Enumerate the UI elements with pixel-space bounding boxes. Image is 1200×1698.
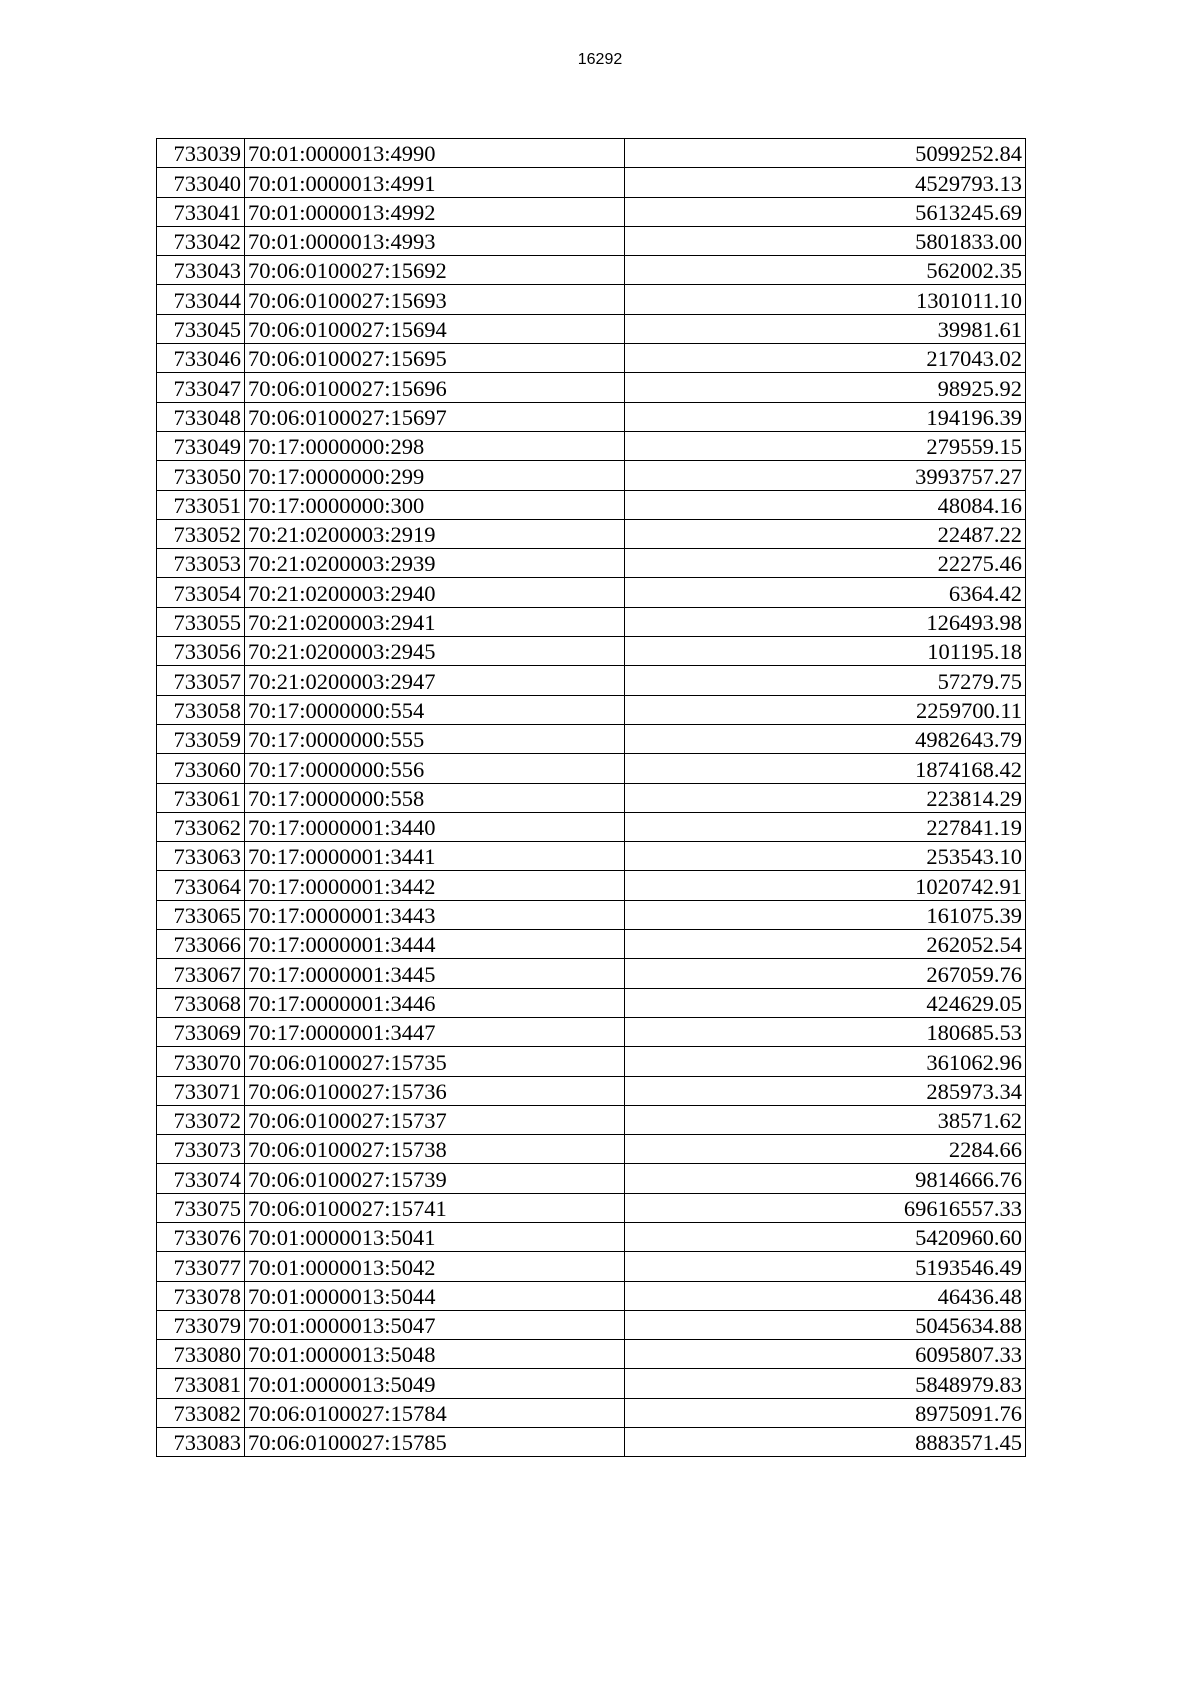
table-row — [157, 871, 1026, 900]
cadastral-number-cell: 70:17:0000000:556 — [245, 754, 625, 783]
value-cell: 5193546.49 — [625, 1252, 1026, 1281]
value-cell: 126493.98 — [625, 607, 1026, 636]
table-row — [157, 1076, 1026, 1105]
cadastral-number-cell: 70:06:0100027:15735 — [245, 1047, 625, 1076]
value-cell: 2284.66 — [625, 1135, 1026, 1164]
value-cell: 46436.48 — [625, 1281, 1026, 1310]
row-id-cell: 733048 — [157, 402, 245, 431]
row-id-cell: 733082 — [157, 1398, 245, 1427]
cadastral-number-cell: 70:17:0000001:3447 — [245, 1017, 625, 1046]
cadastral-number-cell: 70:06:0100027:15736 — [245, 1076, 625, 1105]
row-id-cell: 733076 — [157, 1222, 245, 1251]
row-id-cell: 733071 — [157, 1076, 245, 1105]
cadastral-number-cell: 70:17:0000000:299 — [245, 461, 625, 490]
table-row — [157, 1222, 1026, 1251]
value-cell: 361062.96 — [625, 1047, 1026, 1076]
table-row — [157, 607, 1026, 636]
value-cell: 69616557.33 — [625, 1193, 1026, 1222]
page-number: 16292 — [577, 51, 623, 68]
table-row — [157, 285, 1026, 314]
value-cell: 424629.05 — [625, 988, 1026, 1017]
cadastral-number-cell: 70:01:0000013:4992 — [245, 197, 625, 226]
table-row — [157, 695, 1026, 724]
value-cell: 2259700.11 — [625, 695, 1026, 724]
row-id-cell: 733069 — [157, 1017, 245, 1046]
table-row — [157, 344, 1026, 373]
table-row — [157, 256, 1026, 285]
row-id-cell: 733067 — [157, 959, 245, 988]
cadastral-number-cell: 70:17:0000001:3443 — [245, 900, 625, 929]
cadastral-number-cell: 70:17:0000001:3446 — [245, 988, 625, 1017]
row-id-cell: 733074 — [157, 1164, 245, 1193]
value-cell: 6095807.33 — [625, 1340, 1026, 1369]
row-id-cell: 733045 — [157, 314, 245, 343]
cadastral-number-cell: 70:17:0000000:555 — [245, 724, 625, 753]
value-cell: 161075.39 — [625, 900, 1026, 929]
cadastral-number-cell: 70:17:0000001:3445 — [245, 959, 625, 988]
table-row — [157, 519, 1026, 548]
row-id-cell: 733050 — [157, 461, 245, 490]
row-id-cell: 733073 — [157, 1135, 245, 1164]
value-cell: 1020742.91 — [625, 871, 1026, 900]
cadastral-number-cell: 70:17:0000000:554 — [245, 695, 625, 724]
row-id-cell: 733060 — [157, 754, 245, 783]
row-id-cell: 733054 — [157, 578, 245, 607]
row-id-cell: 733063 — [157, 842, 245, 871]
value-cell: 253543.10 — [625, 842, 1026, 871]
table-row — [157, 637, 1026, 666]
cadastral-number-cell: 70:17:0000000:298 — [245, 431, 625, 460]
table-body — [157, 139, 1026, 1457]
value-cell: 279559.15 — [625, 431, 1026, 460]
value-cell: 22275.46 — [625, 549, 1026, 578]
table-row — [157, 930, 1026, 959]
value-cell: 194196.39 — [625, 402, 1026, 431]
cadastral-number-cell: 70:21:0200003:2939 — [245, 549, 625, 578]
table-row — [157, 1369, 1026, 1398]
table-row — [157, 1310, 1026, 1339]
cadastral-number-cell: 70:01:0000013:5044 — [245, 1281, 625, 1310]
table-row — [157, 373, 1026, 402]
value-cell: 101195.18 — [625, 637, 1026, 666]
cadastral-number-cell: 70:21:0200003:2941 — [245, 607, 625, 636]
cadastral-number-cell: 70:06:0100027:15697 — [245, 402, 625, 431]
value-cell: 1301011.10 — [625, 285, 1026, 314]
row-id-cell: 733065 — [157, 900, 245, 929]
value-cell: 57279.75 — [625, 666, 1026, 695]
cadastral-number-cell: 70:06:0100027:15696 — [245, 373, 625, 402]
table-row — [157, 197, 1026, 226]
table-row — [157, 842, 1026, 871]
cadastral-number-cell: 70:01:0000013:4991 — [245, 168, 625, 197]
value-cell: 5801833.00 — [625, 226, 1026, 255]
table-row — [157, 1281, 1026, 1310]
table-row — [157, 490, 1026, 519]
row-id-cell: 733079 — [157, 1310, 245, 1339]
row-id-cell: 733044 — [157, 285, 245, 314]
row-id-cell: 733061 — [157, 783, 245, 812]
table-row — [157, 900, 1026, 929]
row-id-cell: 733070 — [157, 1047, 245, 1076]
cadastral-number-cell: 70:01:0000013:5041 — [245, 1222, 625, 1251]
table-row — [157, 1105, 1026, 1134]
row-id-cell: 733059 — [157, 724, 245, 753]
row-id-cell: 733072 — [157, 1105, 245, 1134]
value-cell: 22487.22 — [625, 519, 1026, 548]
cadastral-number-cell: 70:06:0100027:15695 — [245, 344, 625, 373]
table-row — [157, 1340, 1026, 1369]
table-row — [157, 314, 1026, 343]
table-row — [157, 226, 1026, 255]
cadastral-number-cell: 70:21:0200003:2947 — [245, 666, 625, 695]
value-cell: 180685.53 — [625, 1017, 1026, 1046]
table-row — [157, 783, 1026, 812]
table-row — [157, 959, 1026, 988]
value-cell: 6364.42 — [625, 578, 1026, 607]
row-id-cell: 733066 — [157, 930, 245, 959]
cadastral-number-cell: 70:17:0000001:3440 — [245, 812, 625, 841]
row-id-cell: 733043 — [157, 256, 245, 285]
value-cell: 5613245.69 — [625, 197, 1026, 226]
cadastral-number-cell: 70:01:0000013:4990 — [245, 139, 625, 168]
cadastral-number-cell: 70:01:0000013:5048 — [245, 1340, 625, 1369]
data-table — [156, 138, 1026, 1457]
row-id-cell: 733049 — [157, 431, 245, 460]
value-cell: 9814666.76 — [625, 1164, 1026, 1193]
cadastral-number-cell: 70:01:0000013:5049 — [245, 1369, 625, 1398]
table-row — [157, 549, 1026, 578]
table-row — [157, 1193, 1026, 1222]
row-id-cell: 733064 — [157, 871, 245, 900]
cadastral-number-cell: 70:06:0100027:15741 — [245, 1193, 625, 1222]
value-cell: 223814.29 — [625, 783, 1026, 812]
row-id-cell: 733051 — [157, 490, 245, 519]
table-row — [157, 1428, 1026, 1457]
row-id-cell: 733077 — [157, 1252, 245, 1281]
cadastral-number-cell: 70:01:0000013:5042 — [245, 1252, 625, 1281]
row-id-cell: 733057 — [157, 666, 245, 695]
row-id-cell: 733078 — [157, 1281, 245, 1310]
cadastral-number-cell: 70:06:0100027:15692 — [245, 256, 625, 285]
value-cell: 98925.92 — [625, 373, 1026, 402]
table-row — [157, 1135, 1026, 1164]
cadastral-number-cell: 70:17:0000001:3441 — [245, 842, 625, 871]
cadastral-number-cell: 70:17:0000001:3444 — [245, 930, 625, 959]
value-cell: 38571.62 — [625, 1105, 1026, 1134]
table-row — [157, 1164, 1026, 1193]
value-cell: 4982643.79 — [625, 724, 1026, 753]
value-cell: 48084.16 — [625, 490, 1026, 519]
cadastral-number-cell: 70:21:0200003:2919 — [245, 519, 625, 548]
value-cell: 8883571.45 — [625, 1428, 1026, 1457]
value-cell: 39981.61 — [625, 314, 1026, 343]
cadastral-number-cell: 70:01:0000013:5047 — [245, 1310, 625, 1339]
value-cell: 5045634.88 — [625, 1310, 1026, 1339]
value-cell: 5420960.60 — [625, 1222, 1026, 1251]
row-id-cell: 733042 — [157, 226, 245, 255]
table-row — [157, 724, 1026, 753]
value-cell: 217043.02 — [625, 344, 1026, 373]
row-id-cell: 733075 — [157, 1193, 245, 1222]
value-cell: 8975091.76 — [625, 1398, 1026, 1427]
value-cell: 1874168.42 — [625, 754, 1026, 783]
cadastral-number-cell: 70:06:0100027:15737 — [245, 1105, 625, 1134]
row-id-cell: 733039 — [157, 139, 245, 168]
table-row — [157, 1017, 1026, 1046]
row-id-cell: 733062 — [157, 812, 245, 841]
row-id-cell: 733080 — [157, 1340, 245, 1369]
row-id-cell: 733083 — [157, 1428, 245, 1457]
row-id-cell: 733056 — [157, 637, 245, 666]
table-row — [157, 754, 1026, 783]
row-id-cell: 733047 — [157, 373, 245, 402]
value-cell: 267059.76 — [625, 959, 1026, 988]
row-id-cell: 733055 — [157, 607, 245, 636]
value-cell: 5099252.84 — [625, 139, 1026, 168]
value-cell: 3993757.27 — [625, 461, 1026, 490]
table-row — [157, 139, 1026, 168]
cadastral-number-cell: 70:01:0000013:4993 — [245, 226, 625, 255]
value-cell: 4529793.13 — [625, 168, 1026, 197]
table-row — [157, 812, 1026, 841]
cadastral-number-cell: 70:06:0100027:15693 — [245, 285, 625, 314]
value-cell: 562002.35 — [625, 256, 1026, 285]
row-id-cell: 733052 — [157, 519, 245, 548]
row-id-cell: 733040 — [157, 168, 245, 197]
cadastral-number-cell: 70:06:0100027:15738 — [245, 1135, 625, 1164]
table-row — [157, 461, 1026, 490]
cadastral-number-cell: 70:06:0100027:15784 — [245, 1398, 625, 1427]
cadastral-number-cell: 70:17:0000000:300 — [245, 490, 625, 519]
table-row — [157, 1047, 1026, 1076]
row-id-cell: 733081 — [157, 1369, 245, 1398]
value-cell: 285973.34 — [625, 1076, 1026, 1105]
cadastral-number-cell: 70:21:0200003:2945 — [245, 637, 625, 666]
table-row — [157, 988, 1026, 1017]
cadastral-number-cell: 70:21:0200003:2940 — [245, 578, 625, 607]
cadastral-number-cell: 70:17:0000000:558 — [245, 783, 625, 812]
value-cell: 262052.54 — [625, 930, 1026, 959]
row-id-cell: 733058 — [157, 695, 245, 724]
cadastral-number-cell: 70:06:0100027:15739 — [245, 1164, 625, 1193]
cadastral-number-cell: 70:17:0000001:3442 — [245, 871, 625, 900]
table-row — [157, 666, 1026, 695]
row-id-cell: 733046 — [157, 344, 245, 373]
table-row — [157, 402, 1026, 431]
table-row — [157, 1252, 1026, 1281]
value-cell: 5848979.83 — [625, 1369, 1026, 1398]
row-id-cell: 733053 — [157, 549, 245, 578]
table-row — [157, 1398, 1026, 1427]
cadastral-number-cell: 70:06:0100027:15694 — [245, 314, 625, 343]
cadastral-number-cell: 70:06:0100027:15785 — [245, 1428, 625, 1457]
table-row — [157, 168, 1026, 197]
value-cell: 227841.19 — [625, 812, 1026, 841]
row-id-cell: 733068 — [157, 988, 245, 1017]
table-row — [157, 431, 1026, 460]
table-row — [157, 578, 1026, 607]
row-id-cell: 733041 — [157, 197, 245, 226]
